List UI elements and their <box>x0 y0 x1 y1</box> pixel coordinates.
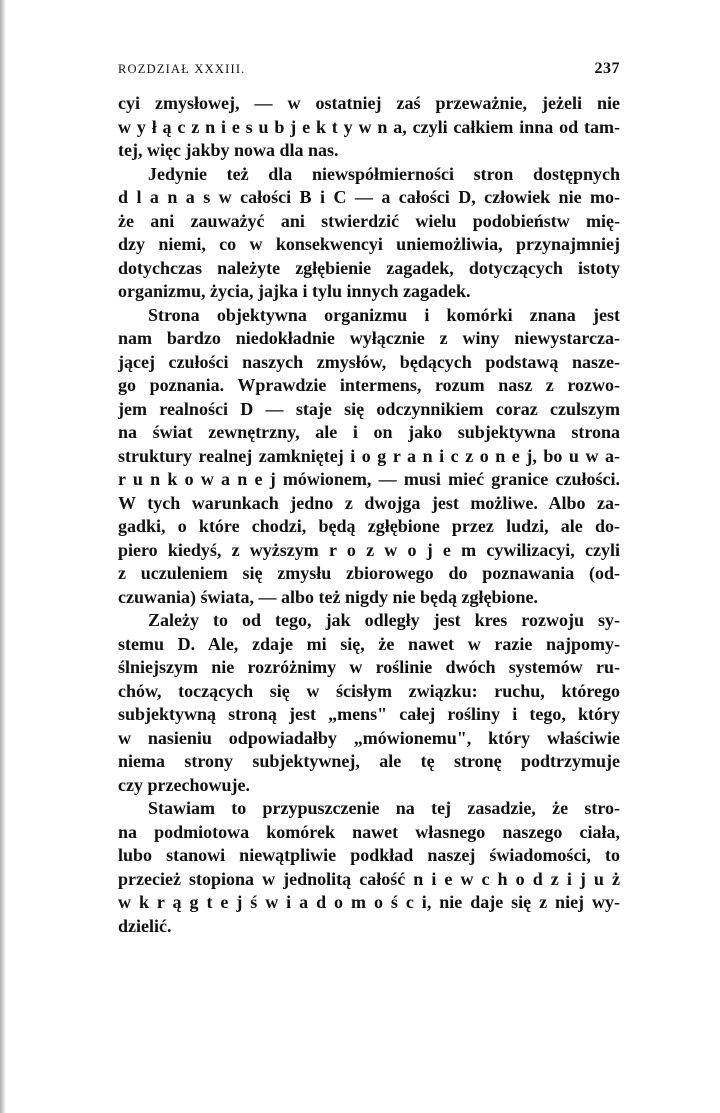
text-line: na świat zewnętrzny, ale i on jako subjektywna strona <box>118 422 620 442</box>
text-line: jącej czułości naszych zmysłów, będących podstawą nasze‑ <box>118 351 620 372</box>
text-line: nam bardzo niedokładnie wyłącznie z winy niewystarcza‑ <box>118 328 620 348</box>
text-line: Jedynie też dla niewspółmierności stron dostępnych <box>148 163 620 184</box>
body-text <box>118 92 620 938</box>
text-line: przecież stopiona w jednolitą całość n i e w c h o d z i j u ż <box>118 868 620 889</box>
text-line: Stawiam to przypuszczenie na tej zasadzie, że stro‑ <box>148 798 620 818</box>
text-line: chów, toczących się w ścisłym związku: ruchu, którego <box>118 680 620 701</box>
text-line: go poznania. Wprawdzie intermens, rozum nasz z rozwo‑ <box>118 375 620 395</box>
text-line: gadki, o które chodzi, będą zgłębione przez ludzi, ale do‑ <box>118 516 620 536</box>
text-line: że ani zauważyć ani stwierdzić wielu podobieństw mię‑ <box>118 210 620 231</box>
running-title: ROZDZIAŁ XXXIII. <box>118 62 246 76</box>
text-line: W tych warunkach jedno z dwojga jest możliwe. Albo za‑ <box>118 492 620 513</box>
scan-edge-shadow <box>0 0 6 1113</box>
text-line: Zależy to od tego, jak odległy jest kres rozwoju sy‑ <box>148 610 620 630</box>
text-line: jem realności D — staje się odczynnikiem coraz czulszym <box>118 398 620 419</box>
text-line: struktury realnej zamkniętej i o g r a n i c z o n e j, bo u w a‑ <box>118 445 620 466</box>
text-line: piero kiedyś, z wyższym r o z w o j e m cywilizacyi, czyli <box>118 539 620 560</box>
text-line: na podmiotowa komórek nawet własnego naszego ciała, <box>118 821 620 842</box>
text-line: czuwania) świata, — albo też nigdy nie będą zgłębione. <box>118 586 539 607</box>
text-line: dzielić. <box>118 915 172 936</box>
text-line: r u n k o w a n e j mówionem, — musi mieć granice czułości. <box>118 469 620 489</box>
text-line: tej, więc jakby nowa dla nas. <box>118 140 339 160</box>
text-line: dotychczas należyte zgłębienie zagadek, dotyczących istoty <box>118 257 620 278</box>
running-head <box>118 60 620 78</box>
text-line: w y ł ą c z n i e s u b j e k t y w n a, czyli całkiem inna od tam‑ <box>118 116 620 137</box>
text-line: czy przechowuje. <box>118 774 250 795</box>
page-number: 237 <box>594 60 620 77</box>
text-line: lubo stanowi niewątpliwie podkład naszej świadomości, to <box>118 845 620 865</box>
text-line: Strona objektywna organizmu i komórki znana jest <box>148 304 620 325</box>
text-line: dzy niemi, co w konsekwencyi uniemożliwia, przynajmniej <box>118 234 620 254</box>
text-line: w nasieniu odpowiadałby „mówionemu", który właściwie <box>118 727 620 748</box>
text-line: cyi zmysłowej, — w ostatniej zaś przeważnie, jeżeli nie <box>118 93 620 113</box>
text-line: subjektywną stroną jest „mens" całej rośliny i tego, który <box>118 704 620 724</box>
text-line: organizmu, życia, jajka i tylu innych zagadek. <box>118 281 471 301</box>
text-line: ślniejszym nie rozróżnimy w roślinie dwóch systemów ru‑ <box>118 657 620 677</box>
text-line: niema strony subjektywnej, ale tę stronę podtrzymuje <box>118 751 620 771</box>
text-line: z uczuleniem się zmysłu zbiorowego do poznawania (od‑ <box>118 563 620 583</box>
book-page <box>118 60 620 938</box>
text-line: w k r ą g t e j ś w i a d o m o ś c i, nie daje się z niej wy‑ <box>118 892 620 912</box>
text-line: d l a n a s w całości B i C — a całości D, człowiek nie mo‑ <box>118 187 620 207</box>
text-line: stemu D. Ale, zdaje mi się, że nawet w razie najpomy‑ <box>118 633 620 654</box>
